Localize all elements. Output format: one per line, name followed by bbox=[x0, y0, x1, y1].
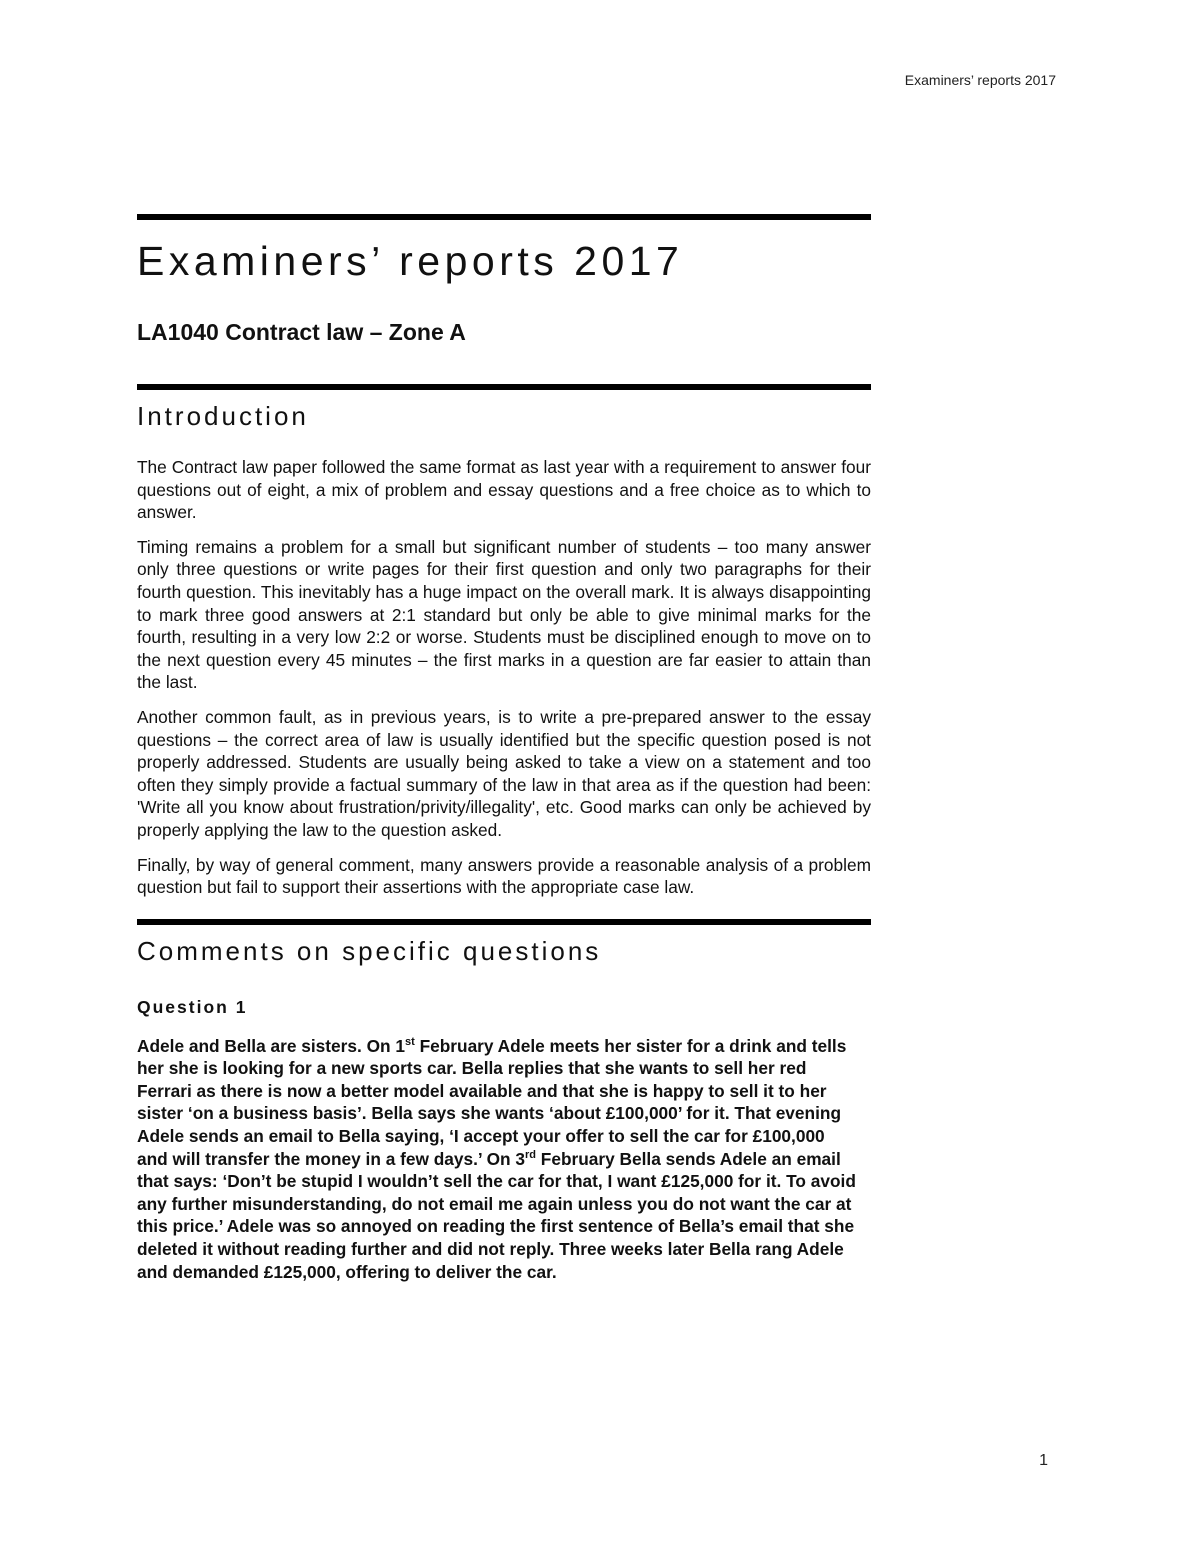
top-rule bbox=[137, 214, 871, 220]
introduction-paragraphs bbox=[137, 456, 871, 899]
ordinal-suffix-2: rd bbox=[524, 1148, 536, 1161]
question-1-text bbox=[137, 1035, 857, 1284]
intro-paragraph-3: Another common fault, as in previous years, is to write a pre-prepared answer to the essay questions – the correct area of law is usually identified but the specific question posed is not properly addressed. Students are usually being asked to take a view on a statement and too often they simply provide a factual summary of the law in that area as if the question had been: 'Write all you know about frustration/privity/illegality', etc. Good marks can only be achieved by properly applying the law to the question asked. bbox=[137, 706, 871, 840]
introduction-rule bbox=[137, 384, 871, 390]
intro-paragraph-1: The Contract law paper followed the same format as last year with a requirement to answer four questions out of eight, a mix of problem and essay questions and a free choice as to which to answer. bbox=[137, 457, 871, 523]
question-1-heading: Question 1 bbox=[137, 996, 248, 1017]
course-title: LA1040 Contract law – Zone A bbox=[137, 319, 466, 345]
intro-paragraph-4: Finally, by way of general comment, many answers provide a reasonable analysis of a problem question but fail to support their assertions with the appropriate case law. bbox=[137, 854, 871, 898]
introduction-heading: Introduction bbox=[137, 401, 309, 431]
running-header: Examiners’ reports 2017 bbox=[904, 72, 1056, 88]
ordinal-suffix-1: st bbox=[404, 1035, 415, 1048]
page-number: 1 bbox=[1039, 1452, 1048, 1469]
intro-paragraph-2: Timing remains a problem for a small but significant number of students – too many answer only three questions or write pages for their first question and only two paragraphs for their fourth question. This inevitably has a huge impact on the overall mark. It is always disappointing to mark three good answers at 2:1 standard but only be able to give minimal marks for the fourth, resulting in a very low 2:2 or worse. Students must be disciplined enough to move on to the next question every 45 minutes – the first marks in a question are far easier to attain than the last. bbox=[137, 536, 871, 693]
document-body bbox=[137, 214, 871, 1283]
comments-heading: Comments on specific questions bbox=[137, 935, 602, 966]
question-text-part-3: February Bella sends Adele an email that says: ‘Don’t be stupid I wouldn’t sell the car for that, I want £125,000 for it. To avoid any further misunderstanding, do not email me again unless you do not want the car at this price.’ Adele was so annoyed on reading the first sentence of Bella’s email that she deleted it without reading further and did not reply. Three weeks later Bella rang Adele and demanded £125,000, offering to deliver the car. bbox=[137, 1148, 856, 1282]
comments-rule bbox=[137, 919, 871, 925]
report-title: Examiners’ reports 2017 bbox=[137, 238, 684, 284]
question-text-part-1: Adele and Bella are sisters. On 1 bbox=[137, 1035, 405, 1056]
question-text-part-2: February Adele meets her sister for a drink and tells her she is looking for a new sports car. Bella replies that she wants to sell her red Ferrari as there is now a better model available and that she is happy to sell it to her sister ‘on a business basis’. Bella says she wants ‘about £100,000’ for it. That evening Adele sends an email to Bella saying, ‘I accept your offer to sell the car for £100,000 and will transfer the money in a few days.’ On 3 bbox=[137, 1035, 847, 1169]
